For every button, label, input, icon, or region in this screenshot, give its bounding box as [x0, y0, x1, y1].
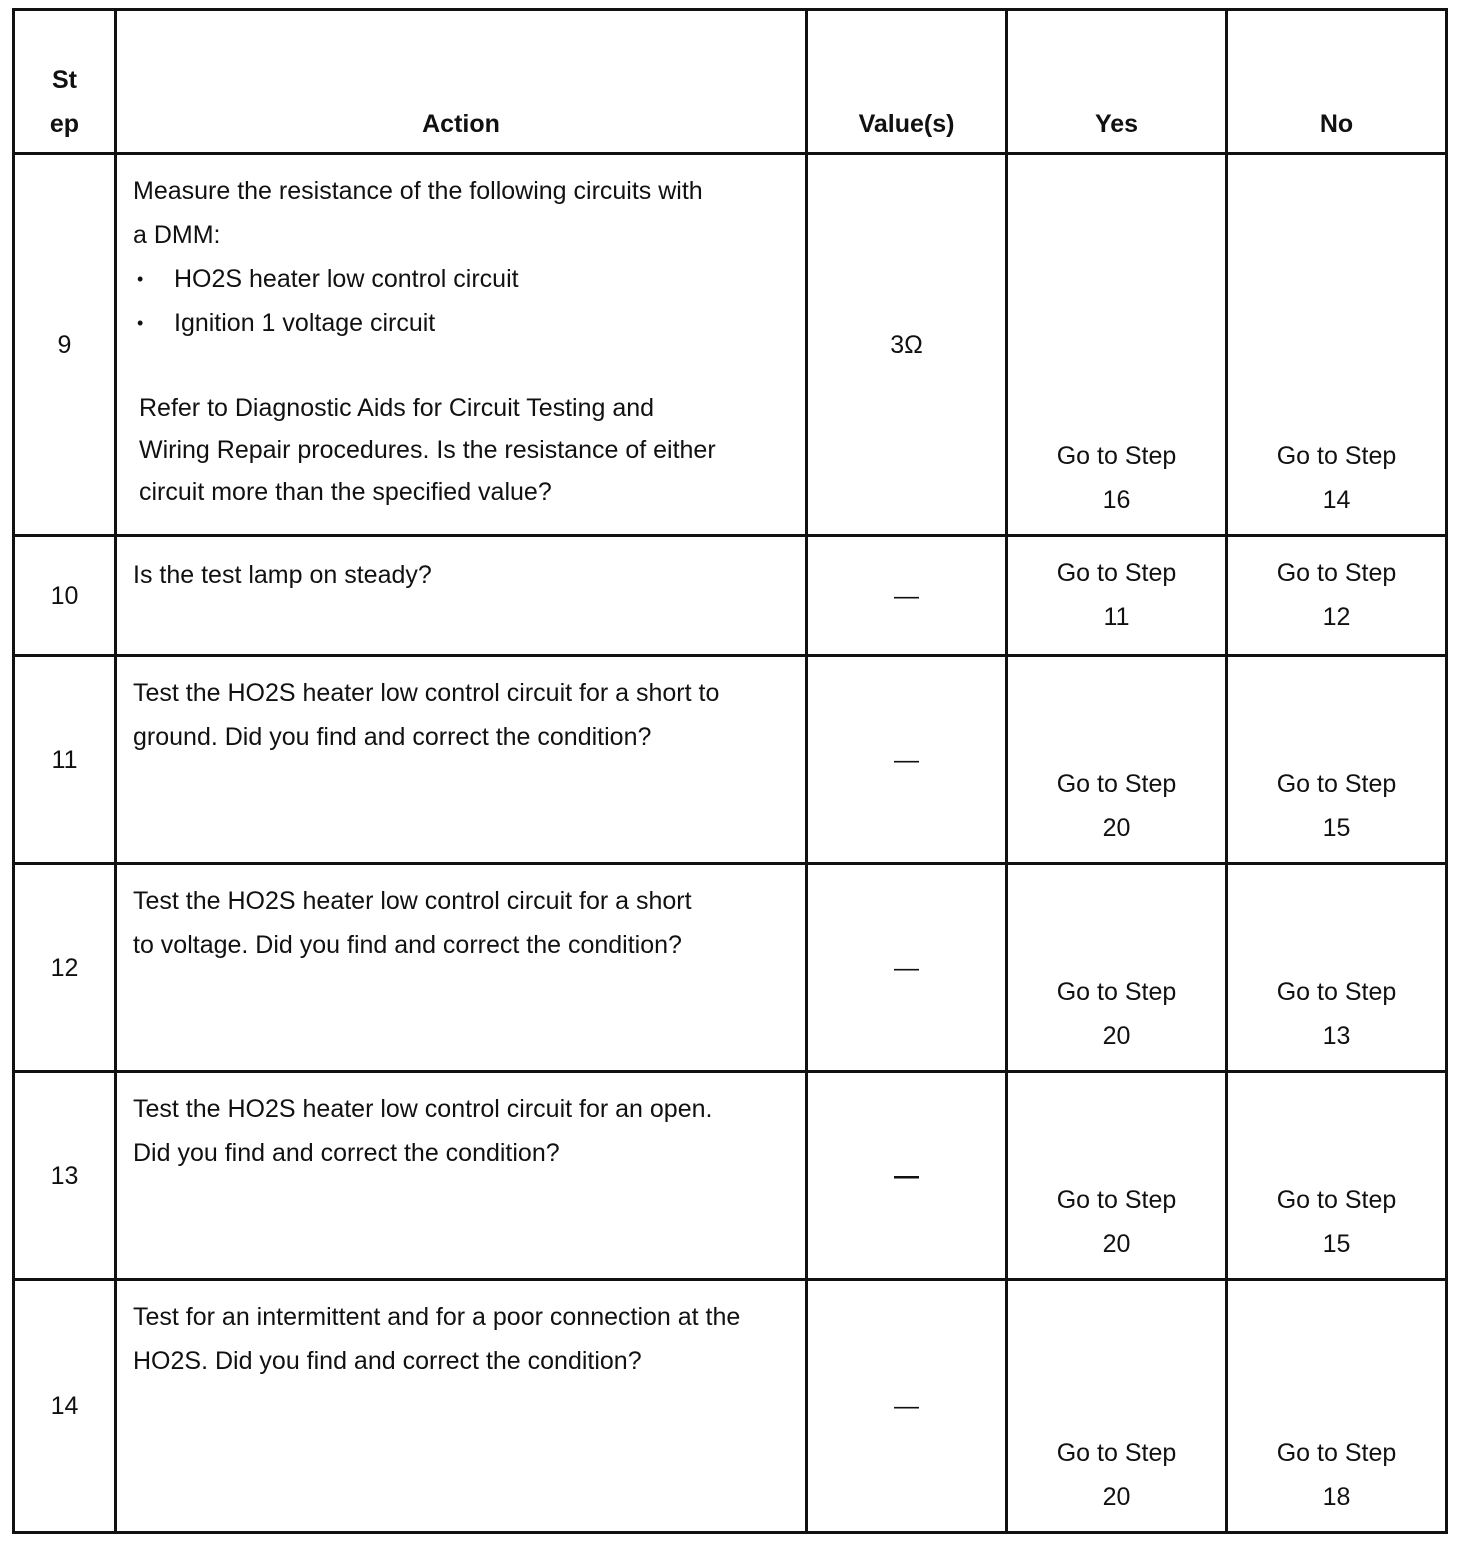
value-cell: — — [807, 864, 1007, 1072]
header-step-line2: ep — [49, 110, 80, 138]
diagnostic-table — [12, 8, 1448, 1534]
value-cell: — — [807, 1072, 1007, 1280]
step-number: 10 — [14, 536, 116, 656]
no-step: 13 — [1322, 1022, 1351, 1050]
step-number: 9 — [14, 154, 116, 536]
yes-cell — [1007, 1280, 1227, 1533]
no-step: 15 — [1322, 814, 1351, 842]
yes-step: 16 — [1102, 486, 1131, 514]
action-intro: Measure the resistance of the following circuits with a DMM: — [133, 177, 703, 249]
value-cell: — — [807, 656, 1007, 864]
table-row — [14, 1072, 1447, 1280]
action-text: Test the HO2S heater low control circuit for an open. Did you find and correct the condition? — [133, 1095, 713, 1167]
header-yes: Yes — [1007, 10, 1227, 154]
no-label: Go to Step — [1276, 770, 1397, 798]
yes-cell — [1007, 1072, 1227, 1280]
header-step-line1: St — [52, 66, 77, 94]
header-values: Value(s) — [807, 10, 1007, 154]
value-cell: — — [807, 1280, 1007, 1533]
yes-cell — [1007, 656, 1227, 864]
action-text: Test the HO2S heater low control circuit for a short to voltage. Did you find and correct the condition? — [133, 887, 692, 959]
no-cell — [1227, 536, 1447, 656]
yes-label: Go to Step — [1056, 1439, 1177, 1467]
no-cell — [1227, 154, 1447, 536]
yes-cell — [1007, 536, 1227, 656]
no-cell — [1227, 864, 1447, 1072]
yes-step: 20 — [1102, 1483, 1131, 1511]
table-row — [14, 656, 1447, 864]
no-cell — [1227, 656, 1447, 864]
yes-step: 11 — [1103, 603, 1130, 631]
yes-label: Go to Step — [1056, 442, 1177, 470]
header-action: Action — [116, 10, 807, 154]
yes-cell — [1007, 864, 1227, 1072]
no-label: Go to Step — [1276, 1439, 1397, 1467]
value-cell: — — [807, 536, 1007, 656]
header-row — [14, 10, 1447, 154]
action-cell — [116, 656, 807, 864]
step-number: 13 — [14, 1072, 116, 1280]
no-label: Go to Step — [1276, 559, 1397, 587]
no-cell — [1227, 1072, 1447, 1280]
yes-step: 20 — [1102, 1022, 1131, 1050]
yes-label: Go to Step — [1056, 559, 1177, 587]
header-no: No — [1227, 10, 1447, 154]
no-label: Go to Step — [1276, 978, 1397, 1006]
no-cell — [1227, 1280, 1447, 1533]
yes-label: Go to Step — [1056, 978, 1177, 1006]
action-bullet: • HO2S heater low control circuit — [133, 257, 805, 301]
action-note: Refer to Diagnostic Aids for Circuit Testing and Wiring Repair procedures. Is the resistance of either circuit more than the specified value? — [139, 394, 716, 506]
action-cell — [116, 1072, 807, 1280]
step-number: 12 — [14, 864, 116, 1072]
yes-label: Go to Step — [1056, 1186, 1177, 1214]
action-cell — [116, 864, 807, 1072]
action-bullet: • Ignition 1 voltage circuit — [133, 301, 805, 345]
no-label: Go to Step — [1276, 1186, 1397, 1214]
yes-step: 20 — [1102, 1230, 1131, 1258]
no-label: Go to Step — [1276, 442, 1397, 470]
table-row — [14, 864, 1447, 1072]
table-row — [14, 154, 1447, 536]
step-number: 14 — [14, 1280, 116, 1533]
yes-cell — [1007, 154, 1227, 536]
table-row — [14, 1280, 1447, 1533]
action-bullet-list — [133, 257, 805, 345]
value-cell: 3Ω — [807, 154, 1007, 536]
yes-step: 20 — [1102, 814, 1131, 842]
yes-label: Go to Step — [1056, 770, 1177, 798]
no-step: 18 — [1322, 1483, 1351, 1511]
no-step: 14 — [1322, 486, 1351, 514]
header-step — [14, 10, 116, 154]
action-text: Test the HO2S heater low control circuit for a short to ground. Did you find and correct the condition? — [133, 679, 720, 751]
action-cell — [116, 1280, 807, 1533]
action-cell — [116, 536, 807, 656]
action-cell — [116, 154, 807, 536]
action-text: Is the test lamp on steady? — [133, 561, 432, 589]
action-text: Test for an intermittent and for a poor connection at the HO2S. Did you find and correct the condition? — [133, 1303, 741, 1375]
step-number: 11 — [14, 656, 116, 864]
no-step: 12 — [1322, 603, 1351, 631]
table-row — [14, 536, 1447, 656]
no-step: 15 — [1322, 1230, 1351, 1258]
